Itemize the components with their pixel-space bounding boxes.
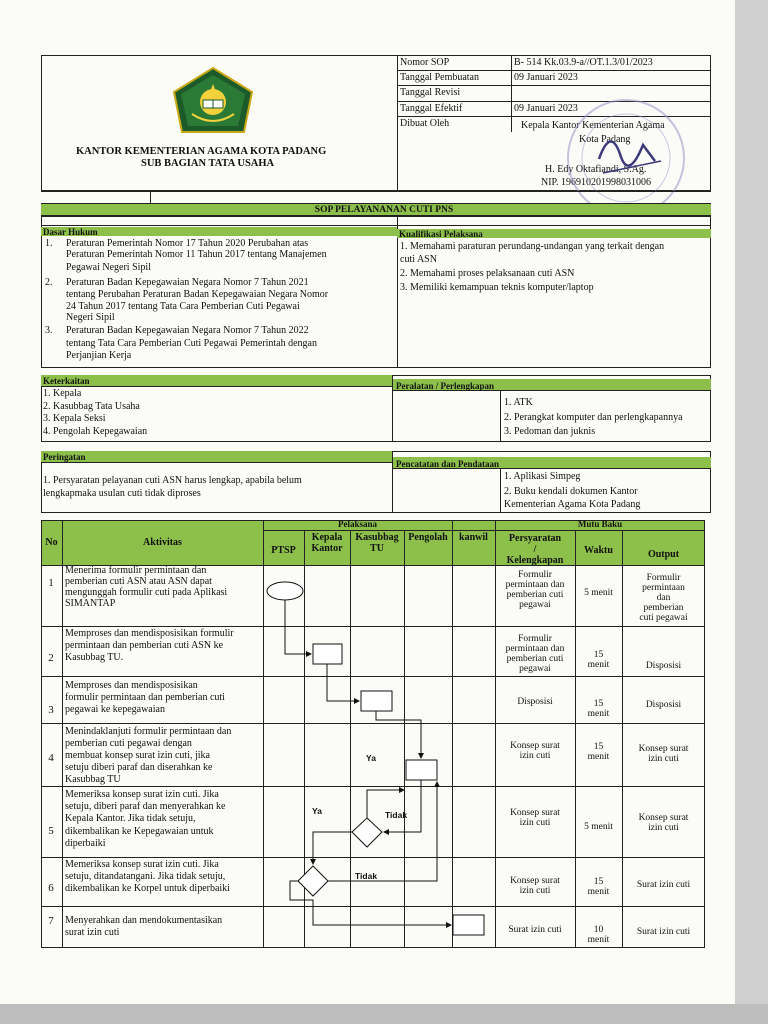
peringatan-line2: lengkapmaka usulan cuti tidak diproses: [43, 488, 201, 499]
row-6-time: 15 menit: [587, 877, 610, 897]
col-output: Output: [647, 549, 680, 560]
row-7-output: Surat izin cuti: [636, 927, 691, 937]
row-5-number: 5: [48, 825, 54, 837]
field-label-efektif: Tanggal Efektif: [400, 103, 463, 114]
office-name: KANTOR KEMENTERIAN AGAMA KOTA PADANG: [76, 146, 327, 157]
row-1-time: 5 menit: [584, 588, 613, 598]
col-aktivitas: Aktivitas: [143, 537, 182, 548]
row-3-output: Disposisi: [645, 700, 682, 710]
row-5-requirement: Konsep surat izin cuti: [510, 808, 560, 828]
legal-item-3-line1: Peraturan Badan Kepegawaian Negara Nomor 7 Tahun 2022: [66, 325, 309, 336]
field-label-pembuatan: Tanggal Pembuatan: [400, 72, 479, 83]
row-6-requirement: Konsep surat izin cuti: [510, 876, 560, 896]
row-1-requirement: Formulir permintaan dan pemberian cuti pegawai: [505, 570, 565, 610]
field-label-dibuat: Dibuat Oleh: [400, 118, 450, 129]
col-pengolah: Pengolah: [408, 532, 448, 543]
end-archive: [453, 915, 484, 935]
col-persyaratan: Persyaratan / Kelengkapan: [506, 533, 564, 566]
row-3-time: 15 menit: [587, 699, 610, 719]
field-label-revisi: Tanggal Revisi: [400, 87, 461, 98]
row-4-activity: Menindaklanjuti formulir permintaan dan: [65, 726, 232, 737]
keterkaitan-item-4: 4. Pengolah Kepegawaian: [43, 426, 148, 437]
process-kepala-kantor: [313, 644, 342, 664]
dasar-hukum-heading: Dasar Hukum: [43, 227, 98, 237]
signer-nip: NIP. 196910201998031006: [541, 177, 652, 188]
col-waktu: Waktu: [584, 545, 613, 556]
row-4-output: Konsep surat izin cuti: [638, 744, 689, 764]
pencatatan-heading: Pencatatan dan Pendataan: [396, 459, 500, 469]
decision-kasubbag: [352, 818, 382, 847]
process-pengolah: [406, 760, 437, 780]
keterkaitan-item-2: 2. Kasubbag Tata Usaha: [43, 401, 140, 412]
document-title: SOP PELAYANANAN CUTI PNS: [314, 205, 454, 215]
col-mutu-baku: Mutu Baku: [577, 519, 623, 529]
legal-item-2-line1: Peraturan Badan Kepegawaian Negara Nomor 7 Tahun 2021: [66, 277, 309, 288]
row-5-activity: Memeriksa konsep surat izin cuti. Jika: [65, 789, 219, 800]
row-6-output: Surat izin cuti: [636, 880, 691, 890]
row-7-requirement: Surat izin cuti: [508, 925, 562, 935]
field-value-nomor: B- 514 Kk.03.9-a//OT.1.3/01/2023: [514, 57, 653, 68]
col-kanwil: kanwil: [459, 532, 488, 543]
row-6-activity: Memeriksa konsep surat izin cuti. Jika: [65, 859, 219, 870]
pencatatan-item-3: Kementerian Agama Kota Padang: [504, 499, 641, 510]
pencatatan-item-1: 1. Aplikasi Simpeg: [504, 471, 581, 482]
keterkaitan-item-1: 1. Kepala: [43, 388, 82, 399]
keterkaitan-item-3: 3. Kepala Seksi: [43, 413, 106, 424]
row-4-number: 4: [48, 752, 54, 764]
start-terminator: [267, 582, 303, 600]
peringatan-heading: Peringatan: [43, 452, 86, 462]
col-pelaksana: Pelaksana: [337, 519, 377, 529]
signer-title: Kepala Kantor Kementerian Agama: [521, 120, 665, 131]
kualifikasi-heading: Kualifikasi Pelaksana: [399, 229, 483, 239]
label-tidak-1: Tidak: [385, 810, 408, 820]
col-kasubbag-tu: Kasubbag TU: [355, 532, 399, 554]
signer-city: Kota Padang: [579, 134, 631, 145]
peralatan-item-2: 2. Perangkat komputer dan perlengkapannya: [504, 412, 683, 423]
col-kepala-kantor: Kepala Kantor: [311, 532, 343, 554]
row-2-output: Disposisi: [645, 661, 682, 671]
row-2-activity: Memproses dan mendisposisikan formulir: [65, 628, 234, 639]
row-2-number: 2: [48, 652, 54, 664]
row-2-requirement: Formulir permintaan dan pemberian cuti pegawai: [505, 634, 565, 674]
row-4-time: 15 menit: [587, 742, 610, 762]
label-ya-1: Ya: [366, 753, 376, 763]
row-3-activity: Memproses dan mendisposisikan: [65, 680, 198, 691]
row-3-number: 3: [48, 704, 54, 716]
row-3-requirement: Disposisi: [517, 697, 553, 707]
row-1-number: 1: [48, 577, 54, 589]
col-no: No: [45, 537, 58, 548]
peringatan-line1: 1. Persyaratan pelayanan cuti ASN harus lengkap, apabila belum: [43, 475, 302, 486]
peralatan-item-3: 3. Pedoman dan juknis: [504, 426, 596, 437]
label-tidak-2: Tidak: [355, 871, 378, 881]
peralatan-item-1: 1. ATK: [504, 397, 533, 408]
signer-name: H. Edy Oktafiandi, S.Ag.: [545, 164, 647, 175]
row-1-activity: Menerima formulir permintaan dan: [65, 565, 207, 576]
field-value-efektif: 09 Januari 2023: [514, 103, 578, 114]
keterkaitan-heading: Keterkaitan: [43, 376, 90, 386]
process-kasubbag: [361, 691, 392, 711]
row-2-time: 15 menit: [587, 650, 610, 670]
office-subdivision: SUB BAGIAN TATA USAHA: [141, 158, 275, 169]
label-ya-2: Ya: [312, 806, 322, 816]
row-5-output: Konsep surat izin cuti: [638, 813, 689, 833]
row-5-time: 5 menit: [584, 822, 613, 832]
col-ptsp: PTSP: [271, 545, 296, 556]
field-label-nomor: Nomor SOP: [400, 57, 450, 68]
row-4-requirement: Konsep surat izin cuti: [510, 741, 560, 761]
pencatatan-item-2: 2. Buku kendali dokumen Kantor: [504, 486, 638, 497]
row-1-output: Formulir permintaan dan pemberian cuti pegawai: [639, 573, 688, 623]
peralatan-heading: Peralatan / Perlengkapan: [396, 381, 494, 391]
row-7-activity: Menyerahkan dan mendokumentasikan: [65, 915, 223, 926]
legal-item-1-line1: Peraturan Pemerintah Nomor 17 Tahun 2020 Perubahan atas: [66, 238, 309, 249]
row-7-number: 7: [48, 915, 54, 927]
row-6-number: 6: [48, 882, 54, 894]
row-7-time: 10 menit: [587, 925, 610, 945]
field-value-pembuatan: 09 Januari 2023: [514, 72, 578, 83]
decision-kepala: [298, 866, 328, 896]
